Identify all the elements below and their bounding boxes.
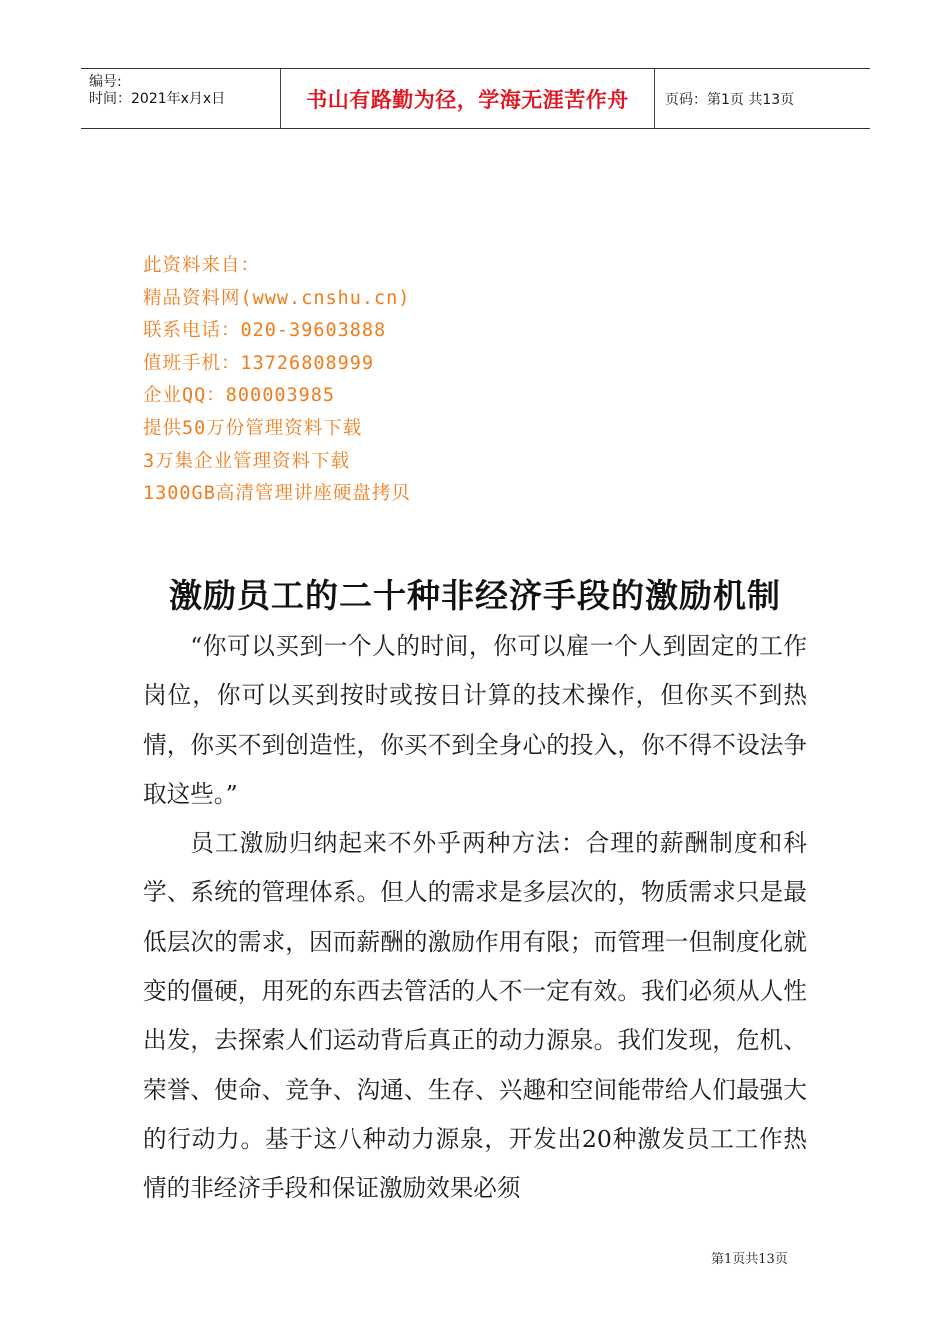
header-meta-cell [81,69,281,128]
page-header [81,68,870,129]
document-title: 激励员工的二十种非经济手段的激励机制 [169,576,781,615]
source-line: 企业QQ：800003985 [143,385,336,407]
source-line: 精品资料网(www.cnshu.cn) [143,287,411,309]
paragraph: 员工激励归纳起来不外乎两种方法：合理的薪酬制度和科学、系统的管理体系。但人的需求是多层次的，物质需求只是最低层次的需求，因而薪酬的激励作用有限；而管理一但制度化就变的僵硬，用死的东西去管活的人不一定有效。我们必须从人性出发，去探索人们运动背后真正的动力源泉。我们发现，危机、荣誉、使命、竞争、沟通、生存、兴趣和空间能带给人们最强大的行动力。基于这八种动力源泉，开发出20种激发员工工作热情的非经济手段和保证激励效果必须 [143,829,807,1203]
source-line: 提供50万份管理资料下载 [143,417,363,439]
source-line: 联系电话：020-39603888 [143,320,387,342]
body-text [143,622,807,1214]
page-label: 页码：第1页 共13页 [665,91,795,108]
source-line: 值班手机：13726808999 [143,352,375,374]
paragraph: “你可以买到一个人的时间，你可以雇一个人到固定的工作岗位，你可以买到按时或按日计算的技术操作，但你买不到热情，你买不到创造性，你买不到全身心的投入，你不得不设法争取这些。” [143,632,807,808]
source-line: 3万集企业管理资料下载 [143,450,351,472]
source-line: 1300GB高清管理讲座硬盘拷贝 [143,483,411,505]
source-line: 此资料来自： [143,255,261,276]
time-label: 时间：2021年x月x日 [89,91,226,107]
header-page-cell [655,69,870,128]
number-label: 编号: [89,74,122,90]
source-info [143,250,411,511]
motto: 书山有路勤为径，学海无涯苦作舟 [306,87,629,112]
page-footer: 第1页共13页 [711,1252,788,1267]
header-motto-cell [281,69,655,128]
